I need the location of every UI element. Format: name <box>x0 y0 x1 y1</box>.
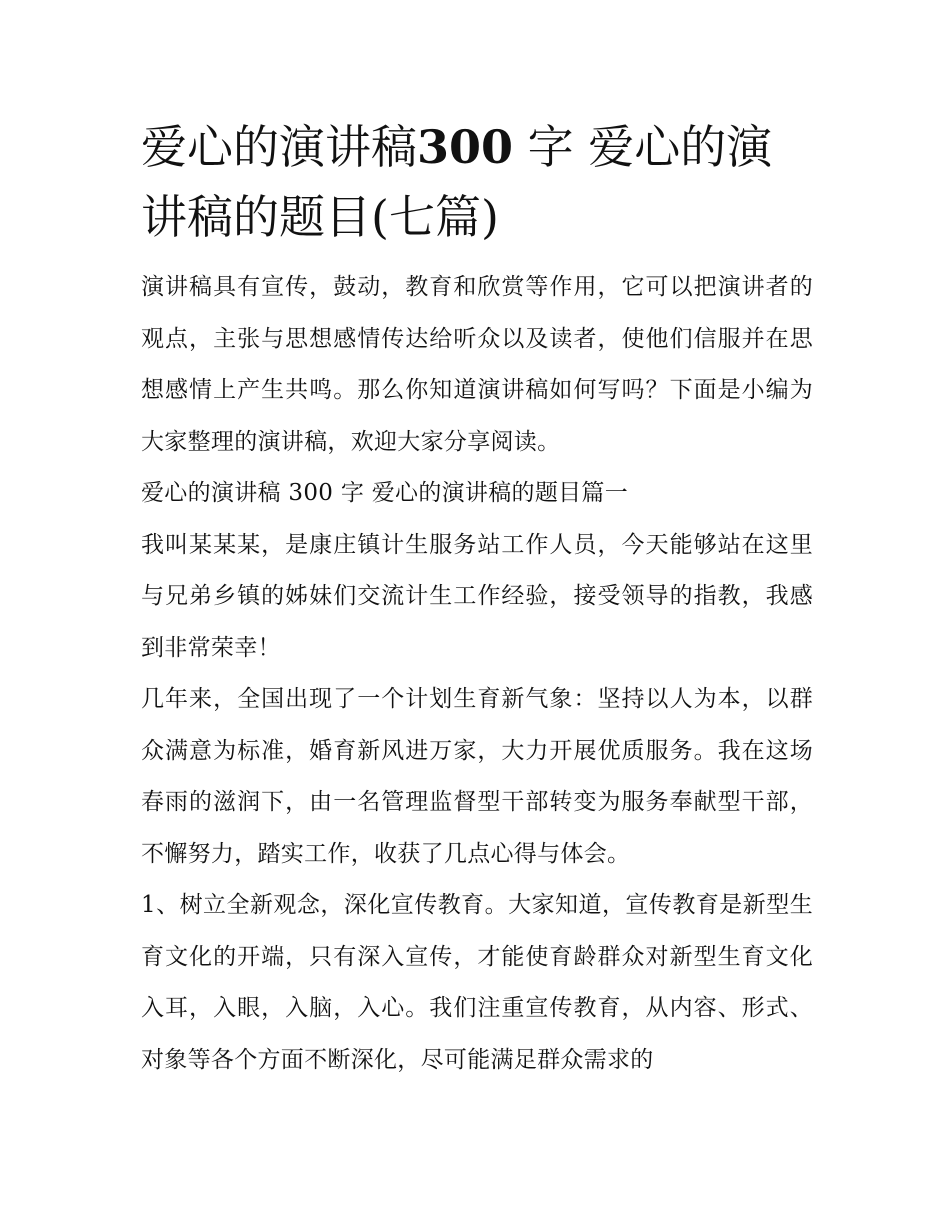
document-content <box>141 112 813 1086</box>
body-paragraph: 几年来，全国出现了一个计划生育新气象：坚持以人为本，以群众满意为标准，婚育新风进万家，大力开展优质服务。我在这场春雨的滋润下，由一名管理监督型干部转变为服务奉献型干部，不懈努力，踏实工作，收获了几点心得与体会。 <box>141 686 813 867</box>
body-paragraph: 我叫某某某，是康庄镇计生服务站工作人员，今天能够站在这里与兄弟乡镇的姊妹们交流计生工作经验，接受领导的指教，我感到非常荣幸！ <box>141 531 813 661</box>
section-heading: 爱心的演讲稿 300 字 爱心的演讲稿的题目篇一 <box>141 480 629 506</box>
document-title <box>141 112 813 252</box>
title-number: 300 <box>417 120 514 174</box>
title-text-part2: 字 爱心的演讲稿的题目(七篇) <box>141 120 773 244</box>
body-paragraph: 1、树立全新观念，深化宣传教育。大家知道，宣传教育是新型生育文化的开端，只有深入宣传，才能使育龄群众对新型生育文化入耳，入眼，入脑，入心。我们注重宣传教育，从内容、形式、对象等各个方面不断深化，尽可能满足群众需求的 <box>141 892 813 1073</box>
intro-paragraph: 演讲稿具有宣传，鼓动，教育和欣赏等作用，它可以把演讲者的观点，主张与思想感情传达给听众以及读者，使他们信服并在思想感情上产生共鸣。那么你知道演讲稿如何写吗？下面是小编为大家整理的演讲稿，欢迎大家分享阅读。 <box>141 274 813 455</box>
title-text-part1: 爱心的演讲稿 <box>141 120 417 174</box>
